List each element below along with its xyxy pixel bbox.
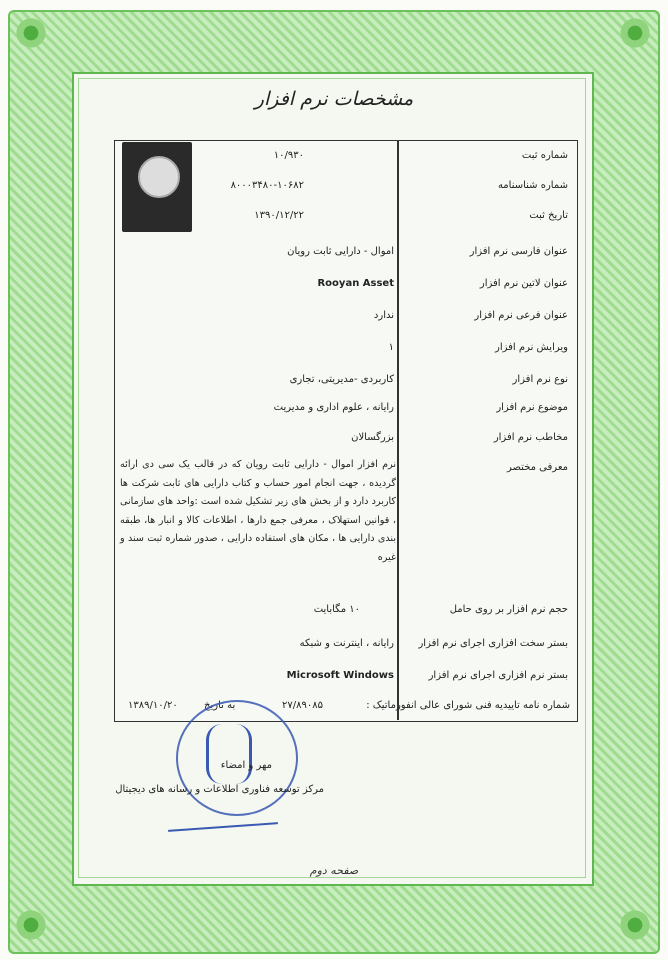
emblem-icon <box>138 156 180 198</box>
approval-date-label: به تاریخ <box>204 700 236 711</box>
column-divider <box>397 140 399 720</box>
row-value: ۱۰ مگابایت <box>313 604 360 615</box>
row-value: ۱۰/۹۳۰ <box>273 150 304 161</box>
row-label: عنوان فرعی نرم افزار <box>474 310 568 321</box>
row-value: Microsoft Windows <box>286 670 394 681</box>
row-label: بستر نرم افزاری اجرای نرم افزار <box>428 670 568 681</box>
row-value: Rooyan Asset <box>317 278 394 289</box>
row-value: بزرگسالان <box>351 432 394 443</box>
row-value: کاربردی -مدیریتی، تجاری <box>289 374 394 385</box>
row-label: عنوان لاتین نرم افزار <box>479 278 568 289</box>
stamp-label: مهر و امضاء <box>220 760 272 771</box>
row-value: ۸۰۰۰۳۴۸۰-۱۰۶۸۲ <box>230 180 304 191</box>
row-label: معرفی مختصر <box>506 462 568 473</box>
row-value: اموال - دارایی ثابت رویان <box>287 246 394 257</box>
approval-date: ۱۳۸۹/۱۰/۲۰ <box>128 700 178 711</box>
row-label: مخاطب نرم افزار <box>493 432 568 443</box>
short-description: نرم افزار اموال - دارایی ثابت رویان که در قالب یک سی دی ارائه گردیده ، جهت انجام امور حساب و کتاب دارایی های ثابت شرکت ها کاربرد دارد و از بخش های زیر تشکیل شده است :واحد های سازمانی ، قوانین استهلاک ، معرفی جمع دارها ، اطلاعات کالا و انبار ها، طبقه بندی دارایی ها ، مکان های استفاده دارایی ، صدور شماره ثبت سند و غیره <box>120 459 396 563</box>
row-label: بستر سخت افزاری اجرای نرم افزار <box>418 638 568 649</box>
row-value: رایانه ، اینترنت و شبکه <box>299 638 394 649</box>
row-label: ویرایش نرم افزار <box>495 342 568 353</box>
corner-ornament-icon <box>618 16 652 50</box>
page-footer: صفحه دوم <box>309 864 359 877</box>
row-label: عنوان فارسی نرم افزار <box>469 246 568 257</box>
page-title: مشخصات نرم افزار <box>254 88 414 110</box>
approval-label: شماره نامه تاییدیه فنی شورای عالی انفورماتیک : <box>366 700 570 711</box>
row-label: تاریخ ثبت <box>529 210 568 221</box>
corner-ornament-icon <box>14 16 48 50</box>
approval-number: ۲۷/۸۹۰۸۵ <box>282 700 323 711</box>
row-value: ندارد <box>373 310 394 321</box>
corner-ornament-icon <box>14 908 48 942</box>
row-label: نوع نرم افزار <box>512 374 568 385</box>
row-value: رایانه ، علوم اداری و مدیریت <box>273 402 394 413</box>
corner-ornament-icon <box>618 908 652 942</box>
row-label: موضوع نرم افزار <box>496 402 568 413</box>
row-label: شماره ثبت <box>521 150 568 161</box>
row-label: شماره شناسنامه <box>497 180 568 191</box>
row-label: حجم نرم افزار بر روی حامل <box>449 604 568 615</box>
signature-mark <box>206 724 252 784</box>
issuing-org: مرکز توسعه فناوری اطلاعات و رسانه های دیجیتال <box>115 784 324 795</box>
row-value: ۱۳۹۰/۱۲/۲۲ <box>254 210 304 221</box>
row-value: ۱ <box>388 342 394 353</box>
